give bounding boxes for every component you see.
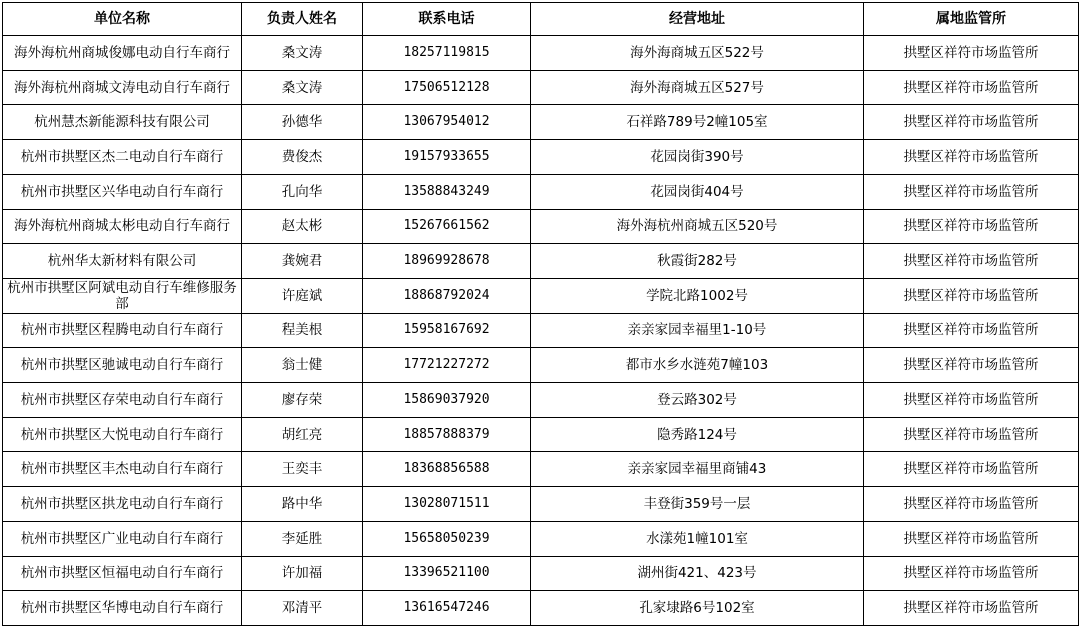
cell-address: 海外海杭州商城五区520号: [531, 209, 864, 244]
cell-unit-name: 杭州市拱墅区存荣电动自行车商行: [3, 383, 242, 418]
cell-supervision-office: 拱墅区祥符市场监管所: [864, 244, 1079, 279]
table-row: [3, 313, 1079, 348]
cell-phone: 15958167692: [363, 313, 531, 348]
table-body: [3, 36, 1079, 626]
cell-supervision-office: 拱墅区祥符市场监管所: [864, 348, 1079, 383]
cell-unit-name: 杭州市拱墅区广业电动自行车商行: [3, 521, 242, 556]
cell-phone: 13028071511: [363, 487, 531, 522]
cell-phone: 18868792024: [363, 278, 531, 313]
table-row: [3, 348, 1079, 383]
cell-supervision-office: 拱墅区祥符市场监管所: [864, 556, 1079, 591]
cell-phone: 18257119815: [363, 36, 531, 71]
cell-phone: 15267661562: [363, 209, 531, 244]
cell-phone: 18857888379: [363, 417, 531, 452]
cell-supervision-office: 拱墅区祥符市场监管所: [864, 487, 1079, 522]
cell-supervision-office: 拱墅区祥符市场监管所: [864, 70, 1079, 105]
header-unit-name: 单位名称: [3, 3, 242, 36]
cell-unit-name: 杭州市拱墅区程腾电动自行车商行: [3, 313, 242, 348]
table-row: [3, 70, 1079, 105]
cell-phone: 15658050239: [363, 521, 531, 556]
cell-address: 秋霞街282号: [531, 244, 864, 279]
cell-phone: 18368856588: [363, 452, 531, 487]
cell-person-in-charge: 龚婉君: [242, 244, 363, 279]
cell-unit-name: 杭州市拱墅区华博电动自行车商行: [3, 591, 242, 626]
cell-address: 湖州街421、423号: [531, 556, 864, 591]
header-phone: 联系电话: [363, 3, 531, 36]
cell-phone: 17721227272: [363, 348, 531, 383]
cell-address: 亲亲家园幸福里商铺43: [531, 452, 864, 487]
cell-supervision-office: 拱墅区祥符市场监管所: [864, 591, 1079, 626]
cell-address: 都市水乡水涟苑7幢103: [531, 348, 864, 383]
cell-address: 花园岗街404号: [531, 174, 864, 209]
cell-phone: 19157933655: [363, 140, 531, 175]
table-row: [3, 278, 1079, 313]
table-row: [3, 244, 1079, 279]
table-row: [3, 591, 1079, 626]
cell-address: 石祥路789号2幢105室: [531, 105, 864, 140]
cell-address: 亲亲家园幸福里1-10号: [531, 313, 864, 348]
cell-unit-name: 杭州市拱墅区大悦电动自行车商行: [3, 417, 242, 452]
header-address: 经营地址: [531, 3, 864, 36]
cell-phone: 13588843249: [363, 174, 531, 209]
cell-supervision-office: 拱墅区祥符市场监管所: [864, 209, 1079, 244]
cell-unit-name: 海外海杭州商城太彬电动自行车商行: [3, 209, 242, 244]
cell-unit-name: 杭州慧杰新能源科技有限公司: [3, 105, 242, 140]
cell-address: 孔家埭路6号102室: [531, 591, 864, 626]
cell-person-in-charge: 许加福: [242, 556, 363, 591]
cell-unit-name: 杭州市拱墅区丰杰电动自行车商行: [3, 452, 242, 487]
cell-person-in-charge: 胡红亮: [242, 417, 363, 452]
cell-person-in-charge: 程美根: [242, 313, 363, 348]
cell-address: 海外海商城五区527号: [531, 70, 864, 105]
cell-person-in-charge: 孙德华: [242, 105, 363, 140]
cell-phone: 18969928678: [363, 244, 531, 279]
cell-unit-name: 海外海杭州商城文涛电动自行车商行: [3, 70, 242, 105]
table-row: [3, 521, 1079, 556]
cell-supervision-office: 拱墅区祥符市场监管所: [864, 521, 1079, 556]
table-row: [3, 417, 1079, 452]
cell-supervision-office: 拱墅区祥符市场监管所: [864, 278, 1079, 313]
cell-phone: 17506512128: [363, 70, 531, 105]
merchant-table: [2, 2, 1079, 626]
cell-supervision-office: 拱墅区祥符市场监管所: [864, 417, 1079, 452]
cell-address: 学院北路1002号: [531, 278, 864, 313]
cell-person-in-charge: 翁士健: [242, 348, 363, 383]
cell-supervision-office: 拱墅区祥符市场监管所: [864, 105, 1079, 140]
header-person-in-charge: 负责人姓名: [242, 3, 363, 36]
cell-person-in-charge: 王奕丰: [242, 452, 363, 487]
cell-person-in-charge: 赵太彬: [242, 209, 363, 244]
cell-unit-name: 杭州市拱墅区杰二电动自行车商行: [3, 140, 242, 175]
cell-person-in-charge: 桑文涛: [242, 36, 363, 71]
cell-person-in-charge: 李延胜: [242, 521, 363, 556]
table-row: [3, 140, 1079, 175]
cell-address: 水漾苑1幢101室: [531, 521, 864, 556]
table-row: [3, 36, 1079, 71]
cell-address: 花园岗街390号: [531, 140, 864, 175]
cell-phone: 15869037920: [363, 383, 531, 418]
table-row: [3, 556, 1079, 591]
cell-supervision-office: 拱墅区祥符市场监管所: [864, 313, 1079, 348]
cell-supervision-office: 拱墅区祥符市场监管所: [864, 452, 1079, 487]
cell-phone: 13067954012: [363, 105, 531, 140]
cell-address: 登云路302号: [531, 383, 864, 418]
cell-person-in-charge: 邓清平: [242, 591, 363, 626]
cell-unit-name: 杭州市拱墅区恒福电动自行车商行: [3, 556, 242, 591]
table-row: [3, 209, 1079, 244]
cell-person-in-charge: 桑文涛: [242, 70, 363, 105]
cell-person-in-charge: 费俊杰: [242, 140, 363, 175]
table-header-row: [3, 3, 1079, 36]
table-row: [3, 487, 1079, 522]
cell-address: 隐秀路124号: [531, 417, 864, 452]
cell-person-in-charge: 廖存荣: [242, 383, 363, 418]
table-row: [3, 105, 1079, 140]
cell-address: 海外海商城五区522号: [531, 36, 864, 71]
cell-supervision-office: 拱墅区祥符市场监管所: [864, 36, 1079, 71]
cell-supervision-office: 拱墅区祥符市场监管所: [864, 174, 1079, 209]
cell-unit-name: 杭州华太新材料有限公司: [3, 244, 242, 279]
cell-phone: 13396521100: [363, 556, 531, 591]
cell-supervision-office: 拱墅区祥符市场监管所: [864, 140, 1079, 175]
header-supervision-office: 属地监管所: [864, 3, 1079, 36]
cell-unit-name: 杭州市拱墅区驰诚电动自行车商行: [3, 348, 242, 383]
cell-supervision-office: 拱墅区祥符市场监管所: [864, 383, 1079, 418]
cell-person-in-charge: 孔向华: [242, 174, 363, 209]
table-row: [3, 174, 1079, 209]
table-row: [3, 383, 1079, 418]
table-row: [3, 452, 1079, 487]
cell-person-in-charge: 路中华: [242, 487, 363, 522]
cell-unit-name: 杭州市拱墅区兴华电动自行车商行: [3, 174, 242, 209]
cell-unit-name: 海外海杭州商城俊娜电动自行车商行: [3, 36, 242, 71]
cell-unit-name: 杭州市拱墅区拱龙电动自行车商行: [3, 487, 242, 522]
cell-unit-name: 杭州市拱墅区阿斌电动自行车维修服务部: [3, 278, 242, 313]
cell-phone: 13616547246: [363, 591, 531, 626]
cell-address: 丰登街359号一层: [531, 487, 864, 522]
cell-person-in-charge: 许庭斌: [242, 278, 363, 313]
